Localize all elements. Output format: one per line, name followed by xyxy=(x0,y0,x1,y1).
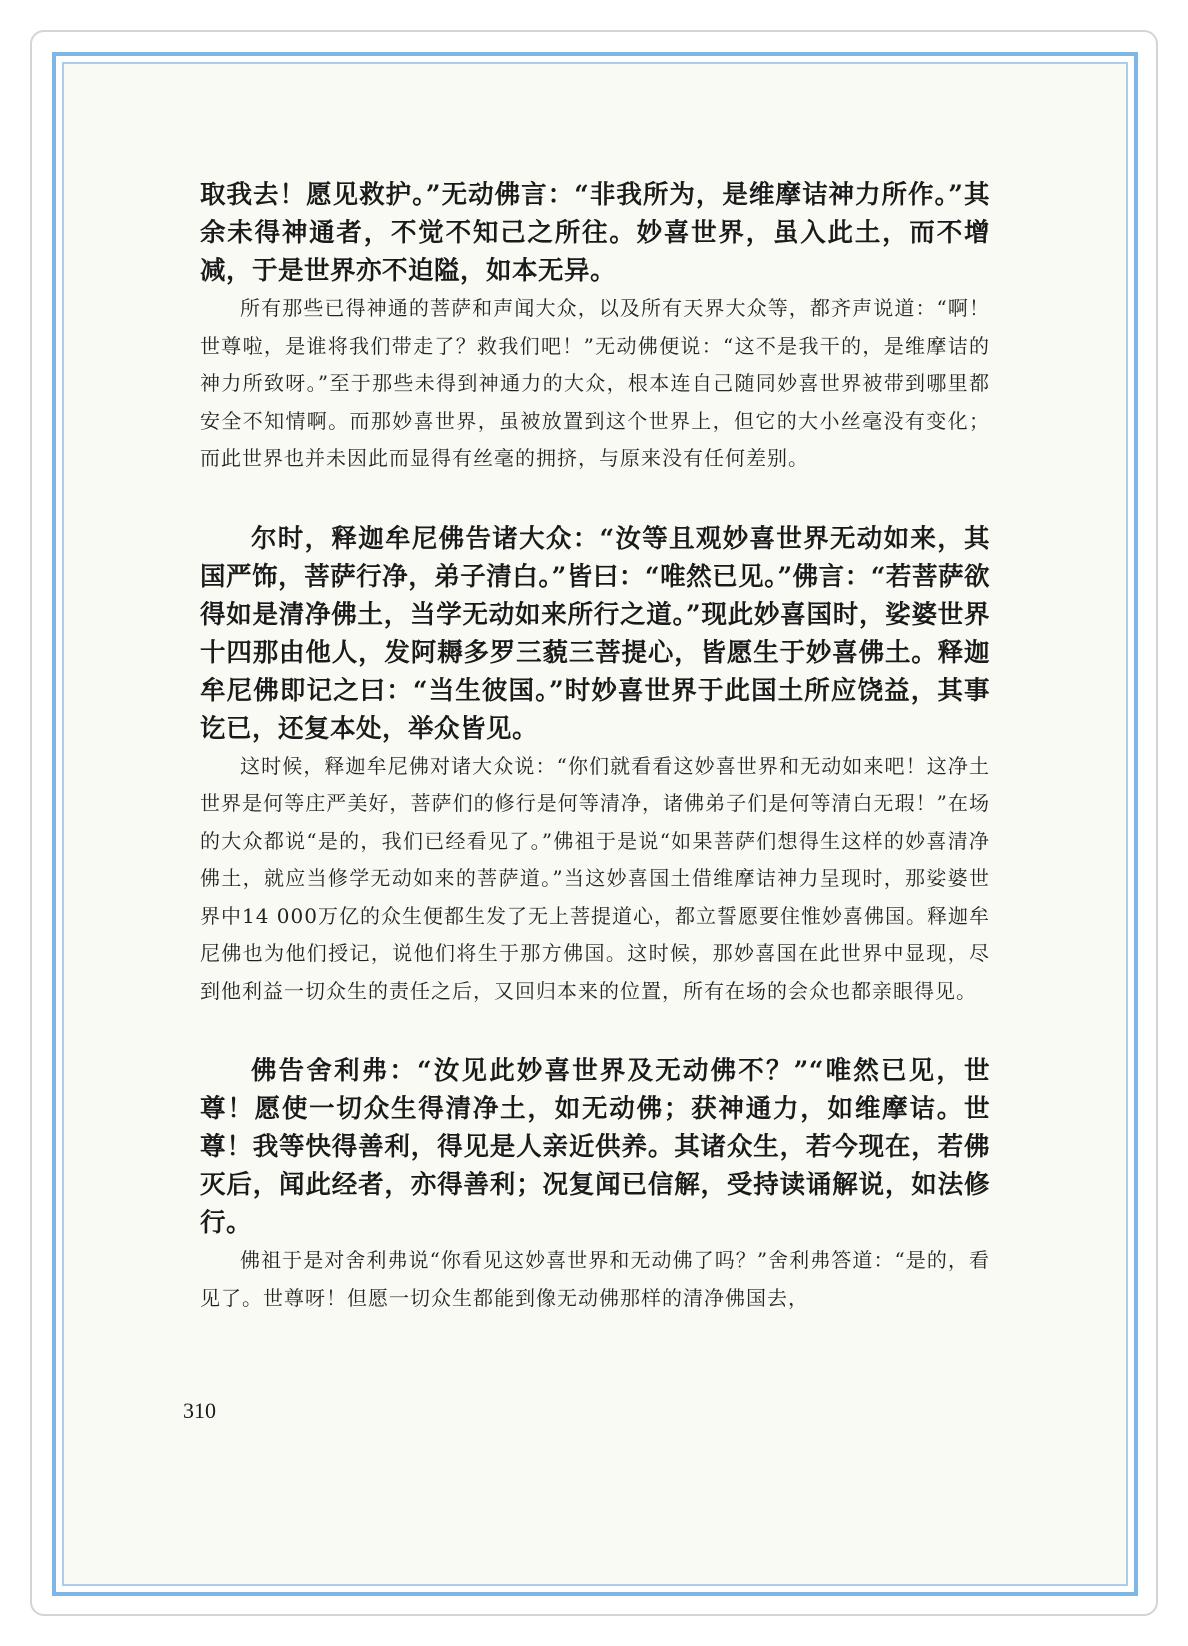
translation-text-3: 佛祖于是对舍利弗说“你看见这妙喜世界和无动佛了吗？”舍利弗答道：“是的，看见了。世尊呀！但愿一切众生都能到像无动佛那样的清净佛国去， xyxy=(200,1248,990,1310)
section-gap xyxy=(200,1010,990,1052)
translation-text-2: 这时候，释迦牟尼佛对诸大众说：“你们就看看这妙喜世界和无动如来吧！这净土世界是何等庄严美好，菩萨们的修行是何等清净，诸佛弟子们是何等清白无瑕！”在场的大众都说“是的，我们已经看见了。”佛祖于是说“如果菩萨们想得生这样的妙喜清净佛土，就应当修学无动如来的菩萨道。”当这妙喜国土借维摩诘神力呈现时，那娑婆世界中14 000万亿的众生便都生发了无上菩提道心，都立誓愿要住惟妙喜佛国。释迦牟尼佛也为他们授记，说他们将生于那方佛国。这时候，那妙喜国在此世界中显现，尽到他利益一切众生的责任之后，又回归本来的位置，所有在场的会众也都亲眼得见。 xyxy=(200,753,990,1003)
page-number: 310 xyxy=(183,1398,216,1423)
original-text-2: 尔时，释迦牟尼佛告诸大众：“汝等且观妙喜世界无动如来，其国严饰，菩萨行净，弟子清白。”皆曰：“唯然已见。”佛言：“若菩萨欲得如是清净佛土，当学无动如来所行之道。”现此妙喜国时，娑婆世界十四那由他人，发阿耨多罗三藐三菩提心，皆愿生于妙喜佛土。释迦牟尼佛即记之曰：“当生彼国。”时妙喜世界于此国土所应饶益，其事讫已，还复本处，举众皆见。 xyxy=(200,523,990,744)
section-2 xyxy=(200,520,990,1011)
section-3 xyxy=(200,1052,990,1317)
original-text-1: 取我去！愿见救护。”无动佛言：“非我所为，是维摩诘神力所作。”其余未得神通者，不觉不知己之所往。妙喜世界，虽入此土，而不增减，于是世界亦不迫隘，如本无异。 xyxy=(200,180,990,286)
original-text-3: 佛告舍利弗：“汝见此妙喜世界及无动佛不？”“唯然已见，世尊！愿使一切众生得清净土，如无动佛；获神通力，如维摩诘。世尊！我等快得善利，得见是人亲近供养。其诸众生，若今现在，若佛灭后，闻此经者，亦得善利；况复闻已信解，受持读诵解说，如法修行。 xyxy=(200,1056,990,1238)
page-content xyxy=(200,176,990,1317)
section-1 xyxy=(200,176,990,478)
section-gap xyxy=(200,478,990,520)
translation-text-1: 所有那些已得神通的菩萨和声闻大众，以及所有天界大众等，都齐声说道：“啊！世尊啦，是谁将我们带走了？救我们吧！”无动佛便说：“这不是我干的，是维摩诘的神力所致呀。”至于那些未得到神通力的大众，根本连自己随同妙喜世界被带到哪里都安全不知情啊。而那妙喜世界，虽被放置到这个世界上，但它的大小丝毫没有变化；而此世界也并未因此而显得有丝毫的拥挤，与原来没有任何差别。 xyxy=(200,296,990,470)
